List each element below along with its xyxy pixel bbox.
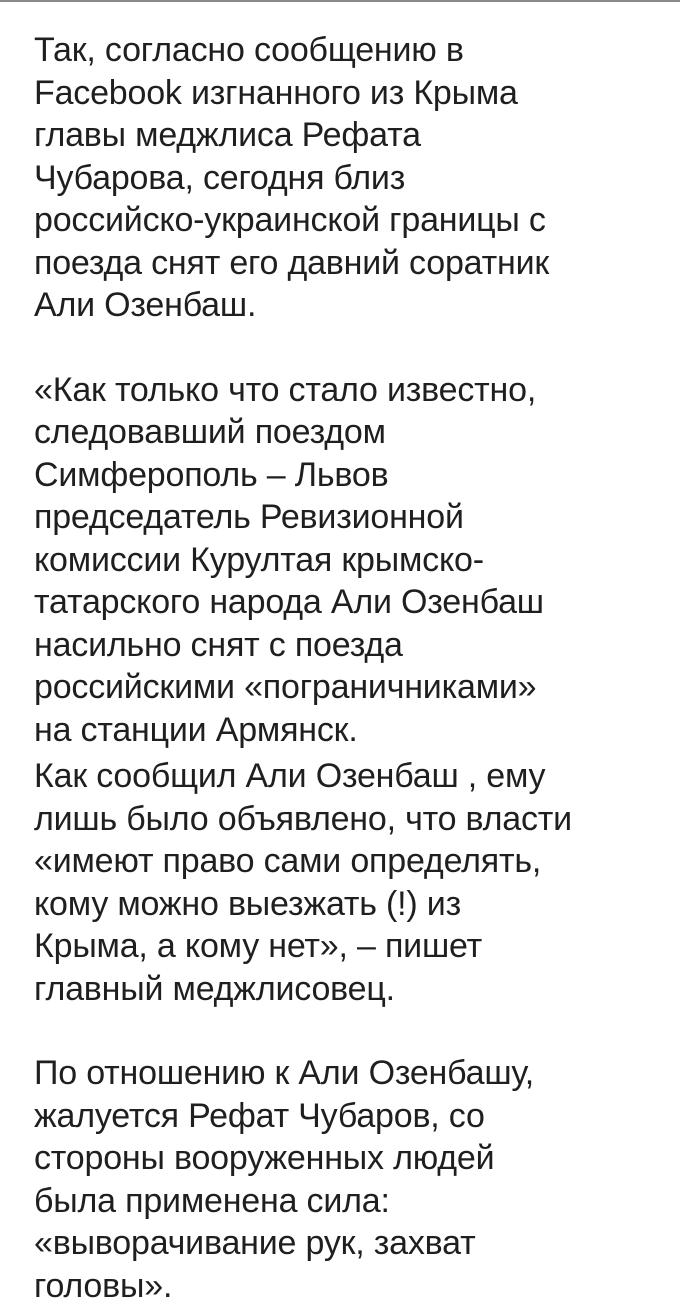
article-paragraph-3: Как сообщил Али Озенбаш , ему лишь было объявлено, что власти «имеют право сами определять, кому можно выезжать (!) из Крыма, а кому нет», – пишет главный меджлисовец. [34,757,572,1008]
article-paragraph-4: По отношению к Али Озенбашу, жалуется Рефат Чубаров, со стороны вооруженных людей была применена сила: «выворачивание рук, захват головы». [34,1054,535,1305]
article-paragraph-2: «Как только что стало известно, следовавший поездом Симферополь – Львов председатель Ревизионной комиссии Курултая крымско- татарского народа Али Озенбаш насильно снят с поезда российскими «пограничниками» на станции Армянск. [34,370,544,749]
article-body [34,29,644,1307]
top-divider [0,0,680,2]
article-paragraph-1: Так, согласно сообщению в Facebook изгнанного из Крыма главы меджлиса Рефата Чубарова, сегодня близ российско-украинской границы с поезда снят его давний соратник Али Озенбаш. [34,31,550,324]
